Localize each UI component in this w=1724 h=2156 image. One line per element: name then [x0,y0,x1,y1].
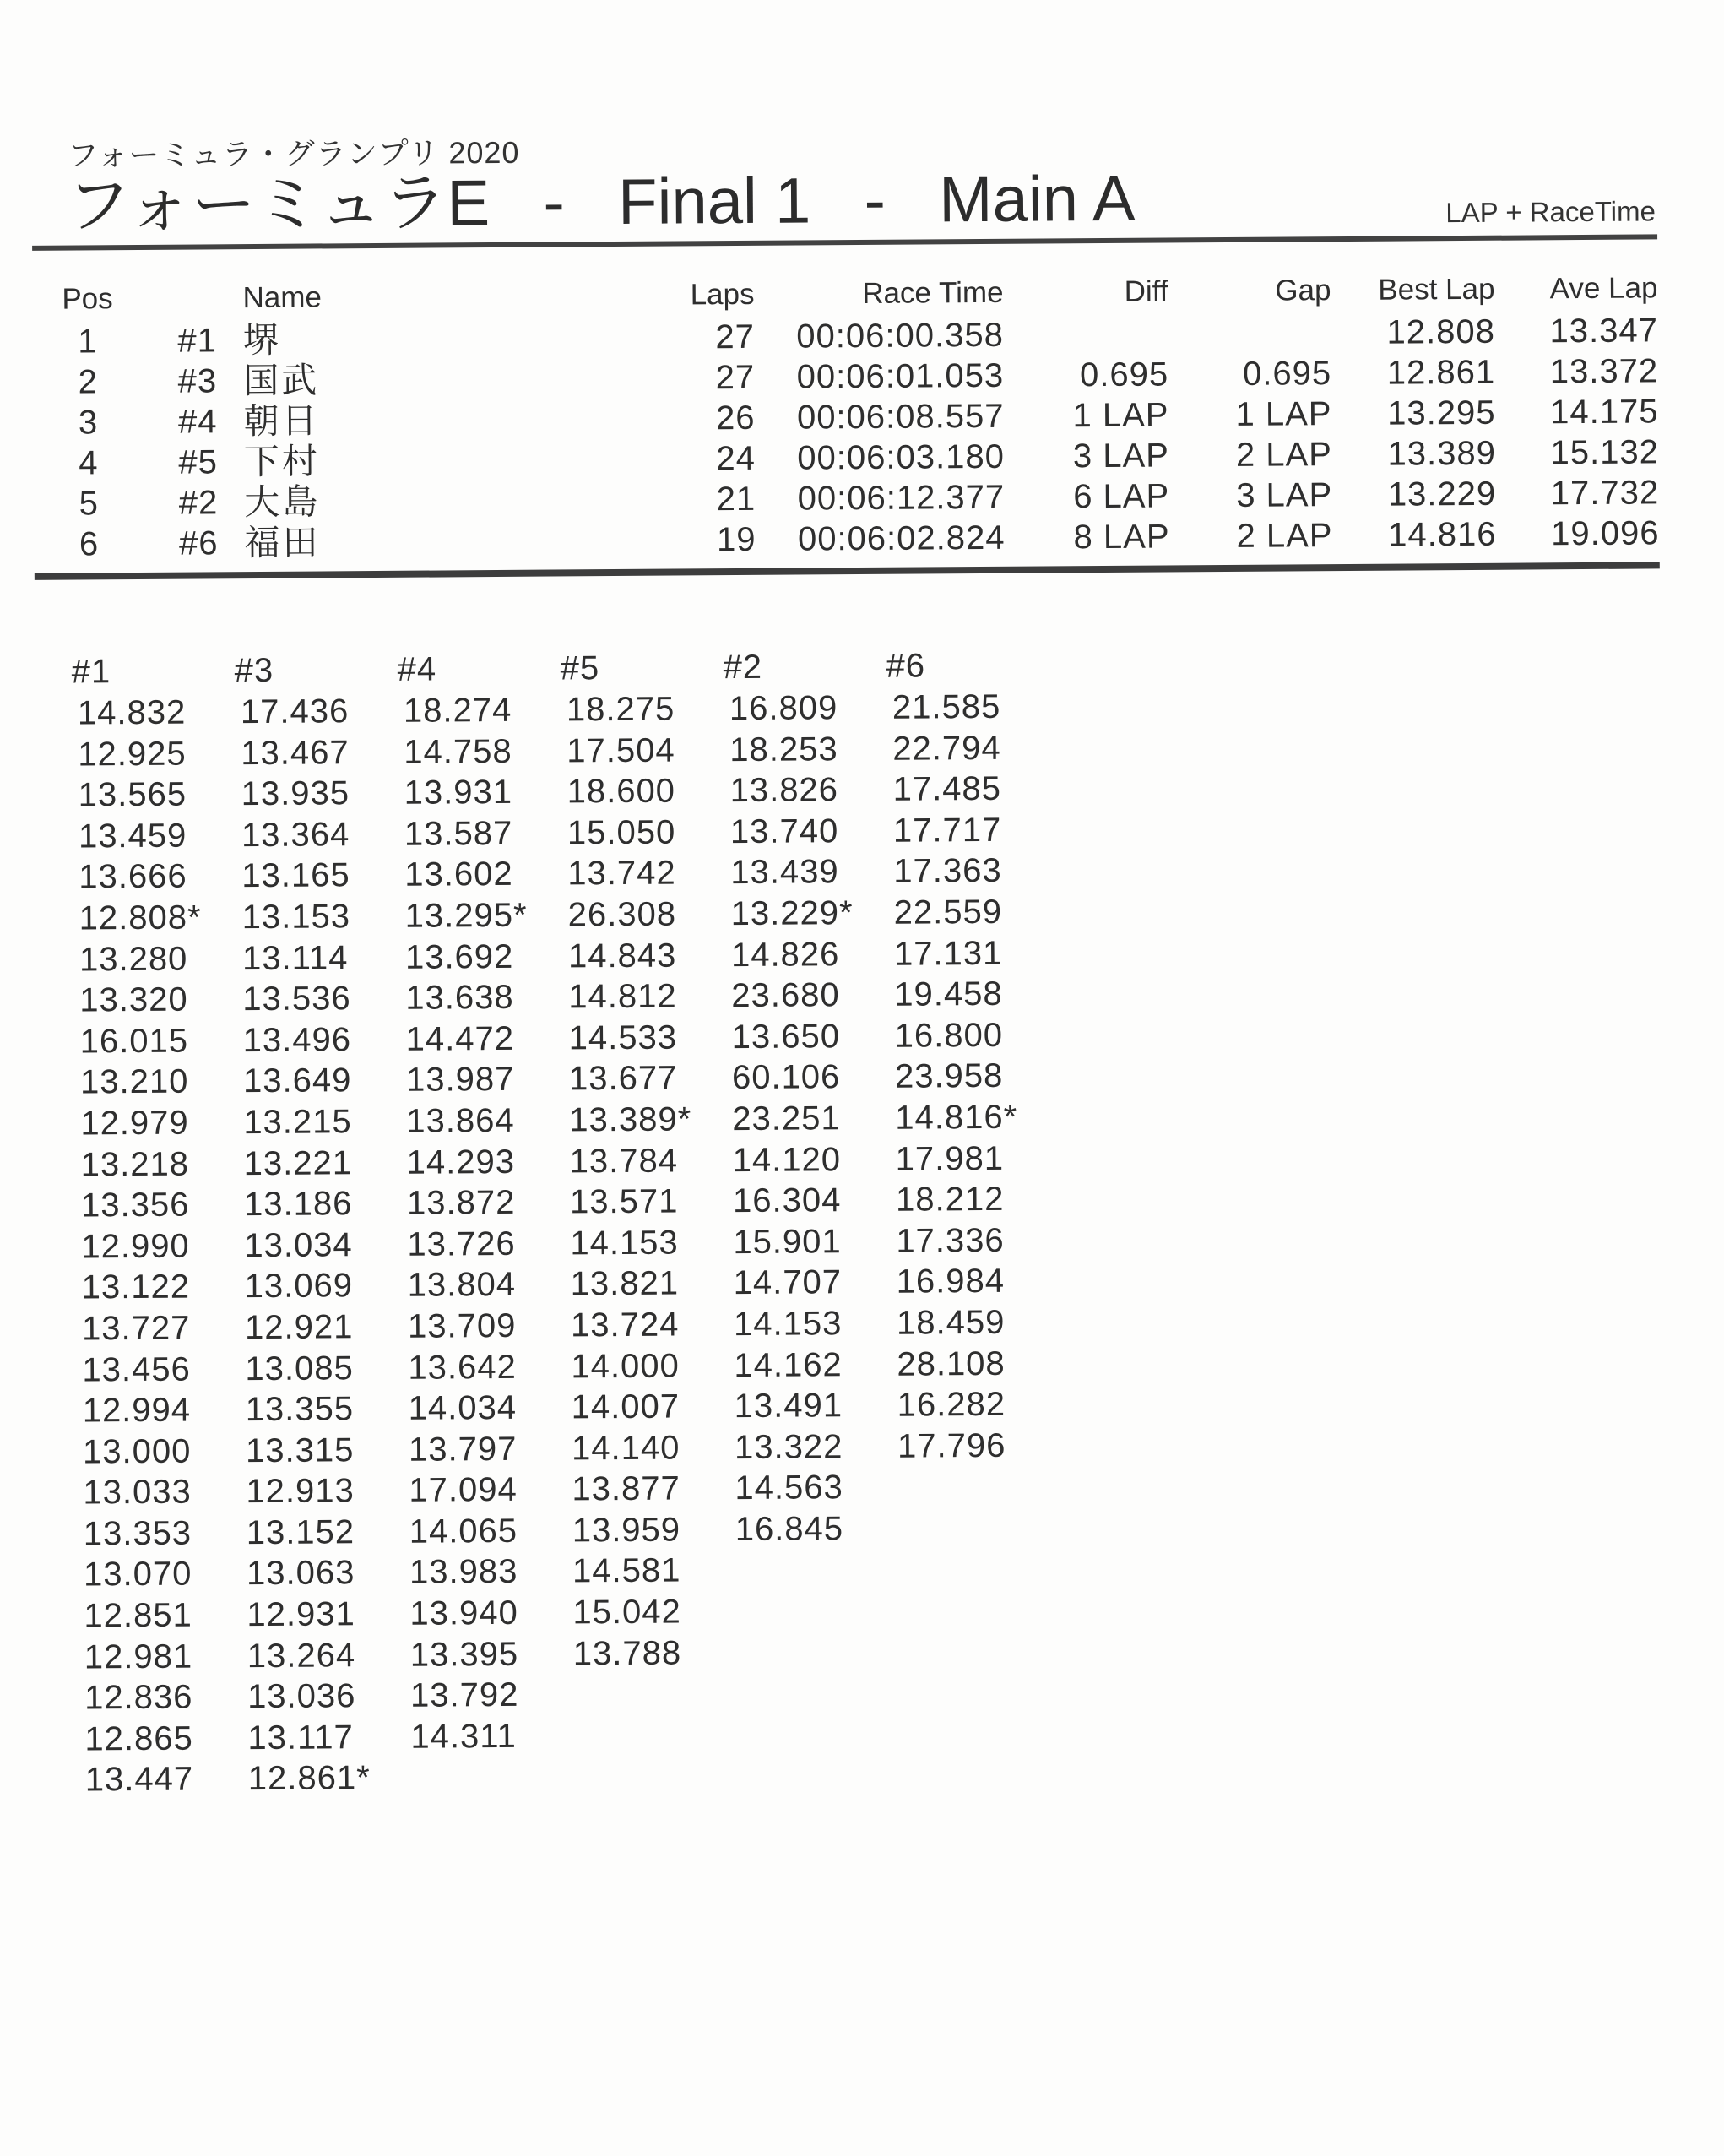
lap-column-car4 [397,647,567,1757]
lap-time: 14.563 [735,1469,843,1507]
lap-time: 13.536 [242,980,351,1018]
lap-time: 16.845 [735,1510,844,1548]
lap-column-values [724,687,892,1550]
lap-column-header: #1 [71,653,111,691]
result-driver-name: 国武 [243,360,320,401]
lap-time: 13.797 [408,1430,518,1469]
result-diff: 6 LAP [1073,477,1170,516]
lap-time: 12.836 [84,1678,193,1717]
lap-time: 15.901 [733,1222,842,1261]
lap-time: 13.069 [244,1267,354,1306]
lap-time: 12.990 [81,1227,190,1266]
lap-time: 12.861* [247,1759,371,1798]
lap-time: 13.677 [568,1059,678,1098]
lap-time: 14.162 [734,1345,843,1384]
result-race-time: 00:06:12.377 [797,478,1006,518]
lap-time: 13.638 [405,979,514,1017]
result-car-number: #5 [178,443,219,481]
lap-time: 14.153 [733,1305,843,1343]
result-best-lap: 13.295 [1387,394,1496,432]
lap-time: 17.131 [893,934,1003,973]
lap-time: 13.295* [404,896,528,935]
lap-time: 12.931 [247,1595,355,1634]
lap-time: 13.650 [731,1017,841,1056]
lap-time: 13.122 [81,1268,191,1306]
result-ave-lap: 13.372 [1549,352,1659,391]
result-diff: 3 LAP [1072,437,1170,475]
lap-time: 22.559 [893,893,1003,931]
lap-time: 12.925 [78,735,187,774]
lap-column-header: #3 [234,651,274,690]
lap-time: 14.832 [77,693,187,732]
result-gap: 2 LAP [1236,517,1333,555]
result-best-lap: 13.229 [1387,475,1497,513]
lap-time: 14.120 [732,1140,842,1179]
lap-time: 18.459 [896,1303,1006,1342]
lap-time: 13.804 [407,1266,517,1305]
result-diff: 1 LAP [1072,396,1169,435]
result-diff: 0.695 [1079,356,1169,394]
lap-time: 14.826 [730,935,840,974]
lap-time: 17.717 [892,811,1002,850]
lap-time: 13.315 [245,1431,355,1469]
lap-time: 16.809 [729,689,838,728]
lap-time: 14.707 [733,1263,843,1302]
lap-time: 26.308 [567,895,677,934]
lap-time: 13.063 [246,1554,355,1593]
lap-time: 13.742 [567,854,676,893]
lap-time: 13.727 [81,1309,191,1348]
lap-time: 13.356 [80,1186,190,1225]
lap-time: 14.153 [570,1224,679,1263]
lap-time: 12.921 [244,1308,354,1347]
lap-time: 13.000 [82,1432,192,1471]
result-best-lap: 13.389 [1387,434,1497,473]
header-gap: Gap [1275,274,1331,307]
lap-time: 13.724 [570,1306,680,1344]
lap-column-car5 [560,646,729,1675]
lap-time: 15.042 [572,1593,681,1632]
lap-time: 16.800 [894,1016,1004,1055]
lap-time: 12.981 [84,1637,193,1676]
result-pos: 5 [79,485,100,523]
lap-time: 13.439 [730,853,839,892]
lap-time: 21.585 [892,687,1001,726]
lap-time: 16.304 [732,1181,842,1220]
lap-time: 14.812 [568,977,677,1016]
result-laps: 21 [716,480,756,519]
result-best-lap: 12.808 [1386,312,1496,351]
lap-time: 13.447 [84,1760,194,1799]
lap-time: 15.050 [567,813,676,852]
result-pos: 1 [78,323,98,361]
result-driver-name: 福田 [244,522,321,563]
result-gap: 3 LAP [1236,476,1333,514]
lap-time: 13.186 [243,1185,353,1224]
lap-time: 14.140 [571,1429,680,1468]
result-gap: 1 LAP [1235,395,1332,433]
header-name: Name [242,280,323,315]
lap-time: 13.215 [243,1103,352,1142]
header-laps: Laps [690,277,755,312]
lap-time: 13.709 [407,1306,517,1345]
lap-time: 19.458 [894,975,1003,1013]
result-diff: 8 LAP [1073,518,1170,557]
result-laps: 27 [715,358,756,397]
lap-time: 18.212 [895,1180,1005,1219]
lap-time: 13.788 [572,1634,682,1673]
result-gap: 0.695 [1242,355,1332,393]
header-car [123,276,216,321]
lap-time: 17.436 [240,692,350,731]
lap-time: 13.692 [404,937,514,976]
lap-time: 13.280 [79,940,188,979]
result-gap: 2 LAP [1235,436,1333,474]
lap-time: 13.792 [409,1676,519,1715]
header-best-lap: Best Lap [1378,272,1495,307]
lap-time: 13.571 [569,1182,679,1221]
lap-time: 13.456 [82,1350,191,1388]
lap-time: 13.264 [247,1636,356,1675]
lap-time: 13.935 [241,774,350,813]
lap-time: 17.336 [896,1221,1005,1260]
result-gap [1168,312,1331,354]
lap-time: 14.843 [567,937,677,975]
lap-time: 13.877 [572,1469,680,1508]
lap-time: 16.984 [896,1263,1006,1301]
lap-time: 14.311 [410,1717,517,1756]
lap-time: 13.931 [404,774,513,812]
lap-time: 13.940 [409,1594,518,1632]
results-divider [35,562,1660,579]
result-car-number: #2 [178,484,219,522]
lap-time: 13.229* [730,894,854,933]
header-pos: Pos [62,282,113,316]
result-pos: 2 [78,363,99,401]
lap-time: 12.979 [80,1104,189,1143]
result-driver-name: 朝日 [243,400,320,442]
result-diff [1004,313,1168,355]
timing-mode-label: LAP + RaceTime [1445,195,1656,229]
header-race-time: Race Time [862,275,1004,310]
lap-time: 13.784 [569,1142,679,1180]
lap-time: 13.389* [569,1100,692,1139]
lap-time: 13.864 [406,1101,515,1140]
lap-time: 14.472 [405,1019,515,1058]
lap-column-header: #6 [886,647,926,685]
lap-time: 13.085 [245,1349,354,1388]
lap-time: 13.114 [241,938,349,977]
lap-time: 13.740 [729,812,839,850]
results-rows [33,310,1660,564]
lap-time: 13.152 [246,1513,355,1551]
lap-time: 14.293 [406,1143,516,1181]
result-car-number: #6 [178,524,219,562]
result-race-time: 00:06:00.358 [796,316,1005,356]
lap-time: 13.587 [404,814,513,853]
result-driver-name: 堺 [242,319,282,361]
lap-time: 13.459 [78,817,187,855]
lap-time: 17.796 [897,1426,1006,1465]
lap-time: 17.485 [892,770,1002,808]
result-laps: 24 [716,439,756,478]
header-ave-lap: Ave Lap [1549,271,1658,306]
lap-time: 13.320 [79,980,188,1019]
result-ave-lap: 14.175 [1550,393,1659,432]
lap-time: 14.034 [408,1388,518,1427]
result-pos: 4 [79,444,99,482]
lap-time: 13.649 [242,1062,352,1100]
result-race-time: 00:06:01.053 [796,356,1005,396]
lap-time: 13.355 [245,1390,355,1429]
lap-time: 13.218 [80,1145,190,1183]
lap-time: 13.983 [409,1553,518,1592]
lap-time: 13.364 [241,816,350,854]
lap-time: 13.826 [729,771,839,810]
lap-time: 14.533 [568,1018,678,1057]
result-laps: 26 [715,399,756,437]
lap-time: 13.153 [241,898,351,937]
result-pos: 3 [78,404,99,442]
lap-time: 14.065 [409,1512,518,1550]
lap-time: 18.600 [567,772,676,811]
lap-time: 13.872 [406,1183,516,1222]
lap-time: 13.642 [408,1348,517,1387]
page-title: フォーミュラE - Final 1 - Main A [66,162,1136,242]
lap-time: 23.680 [731,976,840,1015]
result-best-lap: 14.816 [1388,515,1497,554]
results-table [32,266,1659,564]
lap-time: 17.504 [567,731,675,770]
result-ave-lap: 13.347 [1549,312,1658,350]
lap-time: 13.353 [83,1514,192,1553]
result-race-time: 00:06:02.824 [797,519,1006,558]
result-driver-name: 大島 [244,481,321,523]
lap-time: 18.253 [729,730,838,768]
lap-time: 14.000 [571,1347,680,1385]
lap-time: 13.034 [244,1225,353,1264]
result-laps: 19 [716,520,756,559]
lap-column-values [561,688,730,1675]
lap-time: 14.758 [404,732,512,771]
lap-column-header: #4 [397,650,437,688]
event-subtitle: フォーミュラ・グランプリ 2020 [68,134,520,173]
lap-column-header: #5 [560,649,600,687]
lap-time: 22.794 [892,729,1001,768]
lap-column-values [235,691,405,1800]
result-laps: 27 [715,318,756,356]
lap-time: 13.602 [404,855,513,894]
result-best-lap: 12.861 [1386,353,1496,392]
result-car-number: #1 [177,322,218,360]
lap-time: 13.496 [242,1020,352,1059]
lap-time: 18.274 [403,691,512,730]
result-car-number: #4 [177,403,218,441]
lap-time: 13.117 [247,1719,354,1757]
result-pos: 6 [79,525,100,563]
lap-time: 13.070 [83,1556,192,1594]
lap-time: 14.816* [895,1098,1018,1137]
lap-time: 13.221 [243,1143,353,1182]
lap-time: 13.726 [407,1225,516,1263]
lap-time: 17.094 [409,1471,518,1510]
result-race-time: 00:06:03.180 [797,437,1006,477]
result-ave-lap: 15.132 [1550,433,1660,472]
lap-column-car6 [886,644,1054,1467]
lap-time: 16.015 [79,1022,189,1061]
result-race-time: 00:06:08.557 [796,397,1005,437]
lap-time: 12.865 [84,1719,193,1758]
lap-time: 12.808* [79,899,202,937]
lap-time: 13.322 [734,1427,843,1466]
lap-time: 13.666 [79,857,187,896]
lap-time: 60.106 [731,1058,841,1097]
lap-time: 13.036 [247,1677,356,1716]
lap-time: 17.363 [893,852,1002,891]
lap-time: 13.491 [734,1387,843,1426]
result-ave-lap: 17.732 [1550,474,1660,513]
result-driver-name: 下村 [243,441,321,482]
lap-time: 12.913 [246,1472,355,1511]
lap-time: 23.251 [732,1100,841,1138]
lap-time: 13.467 [241,733,350,772]
lap-time: 13.987 [405,1061,515,1100]
lap-times-table [71,644,1056,1800]
lap-time: 13.033 [83,1473,192,1512]
lap-time: 23.958 [894,1057,1004,1096]
lap-time: 12.851 [84,1596,192,1635]
lap-column-values [72,692,242,1800]
lap-time: 14.007 [571,1388,680,1426]
lap-column-car1 [71,649,242,1800]
header-diff: Diff [1124,274,1168,308]
lap-time: 17.981 [895,1139,1005,1178]
lap-time: 13.565 [78,775,187,814]
lap-time: 18.275 [566,690,675,729]
lap-time: 13.395 [409,1635,519,1674]
lap-time: 16.282 [897,1385,1006,1424]
lap-time: 13.165 [241,856,350,895]
lap-column-car3 [234,649,405,1800]
lap-column-header: #2 [723,648,763,687]
lap-time: 13.959 [572,1511,681,1550]
lap-column-car2 [723,645,892,1550]
lap-time: 28.108 [897,1344,1006,1383]
lap-time: 14.581 [572,1551,681,1590]
lap-time: 12.994 [82,1391,192,1430]
lap-column-values [886,686,1054,1467]
lap-time: 13.210 [79,1062,189,1101]
result-car-number: #3 [177,362,218,400]
lap-time: 13.821 [570,1264,680,1303]
result-ave-lap: 19.096 [1551,514,1660,553]
lap-column-values [398,689,568,1757]
